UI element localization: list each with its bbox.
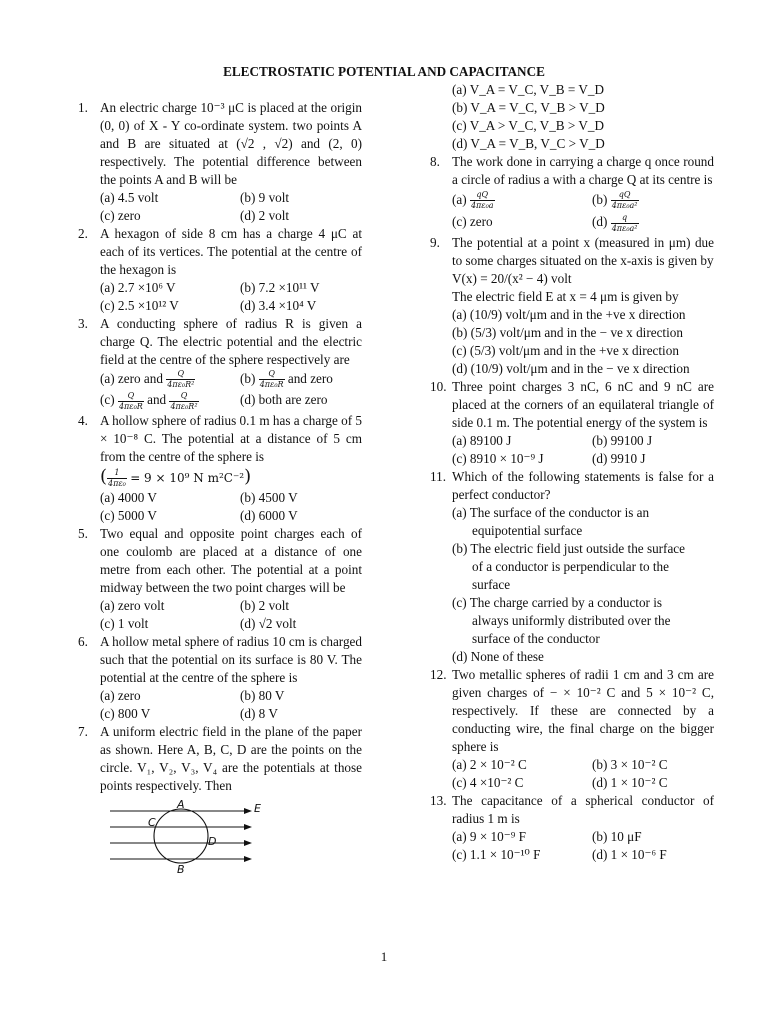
question-stem: The work done in carrying a charge q once round a circle of radius a with a charge Q at its centre is: [452, 154, 714, 187]
page-title: ELECTROSTATIC POTENTIAL AND CAPACITANCE: [223, 64, 545, 79]
option-d-label: (d): [592, 214, 608, 230]
option-a: (a) 2.7 ×10⁶ V: [100, 280, 176, 295]
option-c: (c) 1.1 × 10⁻¹⁰ F: [452, 846, 541, 862]
potential-formula: V(x) = 20/(x² − 4) volt: [452, 270, 572, 286]
question-stem: A hollow sphere of radius 0.1 m has a charge of 5 × 10⁻⁸ C. The potential at a distance of 5 cm from the centre of the sphere is: [100, 412, 362, 464]
question-8: [430, 153, 714, 234]
label-e: E: [254, 802, 261, 816]
option-a: (a) V_A = V_C, V_B = V_D: [452, 82, 605, 97]
fraction: [118, 391, 144, 412]
option-c: (c) 2.5 ×10¹² V: [100, 298, 179, 313]
question-number: 1.: [78, 100, 88, 115]
option-d: [592, 211, 732, 233]
option-a-text: (a) zero and: [100, 371, 163, 386]
options: [452, 189, 714, 234]
fraction-denominator: 4πε₀a: [470, 201, 494, 211]
question-6: [78, 633, 362, 723]
options: [100, 279, 362, 315]
constant-formula: [100, 466, 362, 489]
options: [100, 189, 362, 225]
question-stem: Which of the following statements is false for a perfect conductor?: [452, 468, 714, 502]
fraction-numerator: Q: [259, 369, 285, 380]
options: [100, 687, 362, 723]
question-number: 8.: [430, 154, 440, 169]
fraction: [166, 369, 195, 390]
option-d: (d) 6000 V: [240, 508, 298, 524]
fraction-denominator: 4πε₀: [108, 479, 126, 489]
question-stem: A hexagon of side 8 cm has a charge 4 μC at each of its vertices. The potential at the centre of the hexagon is: [100, 226, 362, 277]
fraction-denominator: 4πε₀R: [259, 380, 284, 390]
option-d: (d) 1 × 10⁻⁶ F: [592, 846, 667, 862]
question-number: 3.: [78, 316, 88, 331]
fraction-denominator: 4πε₀R²: [167, 380, 195, 390]
option-a: (a) zero volt: [100, 598, 165, 614]
question-1: [78, 99, 362, 225]
question-number: 12.: [430, 666, 447, 682]
option-c: (c) V_A > V_C, V_B > V_D: [452, 118, 605, 133]
fraction-denominator: 4πε₀a²: [611, 201, 638, 211]
option-b: [592, 189, 732, 211]
option-c-cont: always uniformly distributed over the: [472, 612, 671, 628]
option-c-text: and: [147, 392, 167, 408]
fraction: [611, 190, 639, 211]
question-number: 7.: [78, 724, 88, 740]
arrowhead: [244, 840, 252, 846]
option-c: [100, 390, 240, 411]
right-column: [430, 81, 714, 864]
arrowhead: [244, 856, 252, 862]
option-b-label: (b): [240, 371, 256, 386]
option-c-label: (c): [100, 392, 115, 408]
option-d: (d) 1 × 10⁻² C: [592, 774, 668, 790]
question-stem: The potential at a point x (measured in μm) due to some charges situated on the x-axis is given by: [452, 234, 714, 268]
page-number: 1: [380, 949, 388, 964]
option-a: (a) (10/9) volt/μm and in the +ve x direction: [452, 306, 686, 322]
options: [100, 489, 362, 525]
question-7: [78, 723, 362, 880]
question-stem: An electric charge 10⁻³ μC is placed at the origin (0, 0) of X - Y co-ordinate system. two points A and B are situated at (√2 , √2) and (2, 0) respectively. The potential difference between the points A and B will be: [100, 100, 362, 187]
option-b-label: (b): [592, 192, 608, 207]
option-b: (b) 99100 J: [592, 432, 653, 448]
option-a: [100, 369, 240, 390]
fraction-numerator: q: [611, 213, 639, 224]
question-4: [78, 412, 362, 525]
question-number: 11.: [430, 468, 446, 484]
fraction-numerator: Q: [166, 369, 195, 380]
question-stem: A hollow metal sphere of radius 10 cm is charged such that the potential on its surface is 80 V. The potential at the centre of the sphere is: [100, 634, 362, 686]
option-b: (b) 80 V: [240, 688, 285, 704]
option-c: (c) (5/3) volt/μm and in the +ve x direction: [452, 342, 679, 358]
label-a: A: [177, 799, 185, 812]
label-b: B: [177, 863, 185, 876]
options: [100, 369, 362, 412]
option-c: (c) 5000 V: [100, 508, 157, 524]
question-3: [78, 315, 362, 412]
option-c: (c) 4 ×10⁻² C: [452, 774, 524, 790]
option-a: (a) 9 × 10⁻⁹ F: [452, 828, 526, 844]
label-c: C: [148, 816, 156, 830]
option-d: (d) V_A = V_B, V_C > V_D: [452, 136, 605, 151]
option-c-cont: surface of the conductor: [472, 630, 600, 646]
question-stem: Three point charges 3 nC, 6 nC and 9 nC are placed at the corners of an equilateral triangle of side 0.1 m. The potential energy of the system is: [452, 378, 714, 430]
question-11: [430, 468, 714, 666]
option-d: (d) None of these: [452, 648, 544, 664]
option-d: (d) 8 V: [240, 706, 278, 722]
question-stem: A uniform electric field in the plane of the paper as shown. Here A, B, C, D are the points on the circle. V₁, V₂, V₃, V₄ are the potentials at those points respectively. Then: [100, 724, 362, 794]
fraction-numerator: Q: [118, 391, 144, 402]
option-b: (b) 4500 V: [240, 490, 298, 506]
question-9: [430, 234, 714, 378]
option-c: (c) zero: [100, 208, 141, 223]
option-b: (b) 10 μF: [592, 828, 642, 844]
option-b-text: and zero: [287, 371, 333, 386]
option-c: (c) 8910 × 10⁻⁹ J: [452, 450, 544, 466]
options: [452, 756, 714, 792]
question-number: 2.: [78, 226, 88, 241]
question-number: 10.: [430, 378, 447, 394]
fraction: [611, 213, 639, 234]
question-stem: Two equal and opposite point charges each of one coulomb are placed at a distance of one metre from each other. The potential at a point midway between the two point charges will be: [100, 526, 362, 596]
option-b: (b) 9 volt: [240, 190, 290, 205]
constant-value: = 9 × 10⁹ N m²C⁻²: [130, 470, 245, 485]
question-12: [430, 666, 714, 792]
paren-close: ): [244, 465, 252, 487]
option-a: (a) 89100 J: [452, 432, 512, 448]
fraction-denominator: 4πε₀R²: [170, 401, 198, 411]
label-d: D: [208, 835, 217, 849]
option-d: (d) both are zero: [240, 392, 328, 408]
option-b: (b) V_A = V_C, V_B > V_D: [452, 100, 605, 115]
question-stem: A conducting sphere of radius R is given a charge Q. The electric potential and the electric field at the centre of the sphere respectively are: [100, 316, 362, 367]
option-c: (c) zero: [452, 214, 493, 230]
option-b-cont: surface: [472, 576, 511, 592]
option-a-cont: equipotential surface: [472, 522, 583, 538]
question-number: 5.: [78, 526, 88, 542]
question-substem: The electric field E at x = 4 μm is given by: [452, 288, 679, 304]
question-stem: The capacitance of a spherical conductor of radius 1 m is: [452, 792, 714, 826]
options: [452, 432, 714, 468]
question-2: [78, 225, 362, 315]
fraction-numerator: 1: [107, 468, 127, 479]
question-10: [430, 378, 714, 468]
question-5: [78, 525, 362, 633]
option-d: (d) 2 volt: [240, 208, 290, 223]
question-7-options: [430, 81, 714, 153]
option-b: (b) (5/3) volt/μm and in the − ve x direction: [452, 324, 683, 340]
option-c: (c) 800 V: [100, 706, 151, 722]
options: [100, 597, 362, 633]
question-stem: Two metallic spheres of radii 1 cm and 3 cm are given charges of − × 10⁻² C and 5 × 10⁻² C, respectively. If these are connected by a conducting wire, the final charge on the bigger sphere is: [452, 666, 714, 754]
fraction-numerator: Q: [169, 391, 198, 402]
question-number: 9.: [430, 234, 440, 250]
option-b-cont: of a conductor is perpendicular to the: [472, 558, 670, 574]
fraction-denominator: 4πε₀R: [118, 401, 143, 411]
fraction: [107, 468, 127, 489]
option-b: [240, 369, 380, 390]
option-d: (d) 9910 J: [592, 450, 646, 466]
arrowhead: [244, 824, 252, 830]
option-b: (b) 7.2 ×10¹¹ V: [240, 280, 320, 295]
arrowhead: [244, 808, 252, 814]
option-a: (a) The surface of the conductor is an: [452, 504, 650, 520]
option-a: (a) 4000 V: [100, 490, 157, 506]
options: [452, 828, 714, 864]
question-number: 4.: [78, 412, 88, 428]
option-b: (b) 3 × 10⁻² C: [592, 756, 668, 772]
option-a-label: (a): [452, 192, 467, 207]
option-c: (c) 1 volt: [100, 616, 149, 632]
fraction-numerator: qQ: [611, 190, 639, 201]
fraction-numerator: qQ: [470, 190, 495, 201]
circle: [154, 809, 208, 863]
question-number: 6.: [78, 634, 88, 650]
electric-field-diagram: [106, 799, 266, 875]
option-a: (a) zero: [100, 688, 141, 704]
fraction-denominator: 4πε₀a²: [611, 223, 638, 233]
paren-open: (: [100, 465, 108, 487]
question-13: [430, 792, 714, 864]
fraction: [470, 190, 495, 211]
fraction: [259, 369, 285, 390]
option-d: (d) (10/9) volt/μm and in the − ve x direction: [452, 360, 690, 376]
left-column: [78, 99, 362, 880]
option-b: (b) 2 volt: [240, 598, 290, 614]
question-number: 13.: [430, 792, 447, 808]
option-a: [452, 189, 592, 211]
option-d: (d) √2 volt: [240, 616, 297, 632]
option-a: (a) 4.5 volt: [100, 190, 159, 205]
option-a: (a) 2 × 10⁻² C: [452, 756, 527, 772]
option-b: (b) The electric field just outside the surface: [452, 540, 686, 556]
fraction: [169, 391, 198, 412]
option-d: (d) 3.4 ×10⁴ V: [240, 298, 317, 313]
option-c: (c) The charge carried by a conductor is: [452, 594, 663, 610]
